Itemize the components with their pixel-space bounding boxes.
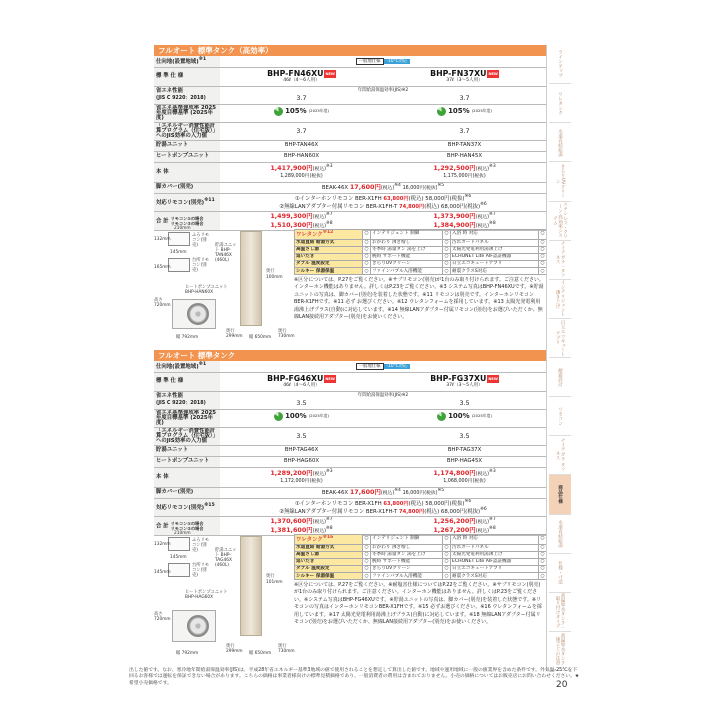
efficiency-icon (274, 107, 283, 116)
spec-table (154, 56, 546, 231)
feature-mark: ○ (540, 239, 545, 245)
feature-mark: ○ (540, 551, 545, 557)
feature-mark: ○ (444, 268, 449, 274)
sidebar-tab[interactable]: インテリジェント 沸き上げ (549, 280, 571, 319)
feature-mark: ○ (540, 261, 545, 267)
feature-label: 太陽光発電利用湯沸上げ (451, 551, 539, 558)
row-standard: 省エネ基準達成率 2025年度目標基準 (2025年度) 100% (2025年度) 100% (2025年度) (154, 409, 546, 427)
remote-image (168, 537, 190, 551)
feature-label: 高温さし湯 (295, 246, 363, 253)
row-total: 合 計 リモコン①の場合 リモコン②の場合 1,370,600円(税込)$^{※7}$ 1,381,600円(税込)$^{※8}$ 1,256,200円(税込)$^{※7}$ 1,267,200円(税込)$^{※8}$ (154, 516, 546, 535)
row-eco: 省エネ性能 (JIS C 9220：2018) 年間給湯保温効率(JIS)※2 3.7 3.7 (154, 86, 546, 104)
feature-row (295, 544, 547, 551)
row-body-price: 本 体 1,289,200円(税込)$^{※3}$ 1,172,000円(税抜) 1,174,800円(税込)$^{※3}$ 1,068,000円(税抜) (154, 467, 546, 487)
feature-label: 耐震クラスS対応 (451, 573, 539, 580)
feature-mark: ○ (364, 559, 369, 565)
feature-label: 腕時 サポート機能 (371, 558, 443, 565)
feature-label: ファインバブル入浴機能 (371, 268, 443, 275)
badge-cold: -10℃対応 (384, 364, 411, 370)
model-b: BHP-FN37XU NEW (430, 68, 498, 78)
feature-label: きらりUVクリーン (371, 566, 443, 573)
remote-image (168, 232, 190, 246)
sidebar-tab[interactable]: 高温加水タンク・ 施工上の注意 (549, 632, 571, 671)
feature-label: 汚れガードパネル (451, 239, 539, 246)
feature-mark: ○ (540, 254, 545, 260)
row-leg-cover: 脚カバー(別売) BEAK-46X 17,600円(税込)$^{※4}$ 16,000円(税抜)$^{※5}$ (154, 182, 546, 193)
new-badge: NEW (325, 376, 335, 381)
feature-label: 日立エコキュートアプリ (451, 261, 539, 268)
tank-unit-image (240, 231, 262, 326)
efficiency-icon (274, 412, 283, 421)
sidebar-tab[interactable]: 仕様・寸法 (549, 554, 571, 593)
feature-mark: ○ (363, 230, 371, 240)
feature-mark: ○ (444, 239, 449, 245)
row-tank: 貯湯ユニット BHP-TAN46X BHP-TAN37X (154, 140, 546, 151)
feature-label: インテリジェント 制御 (371, 230, 443, 240)
row-leg-cover: 脚カバー(別売) BEAK-46X 17,600円(税込)$^{※4}$ 16,000円(税抜)$^{※5}$ (154, 487, 546, 498)
feature-mark: ○ (443, 230, 451, 240)
feature-label: 太陽光発電利用湯沸上げ (451, 246, 539, 253)
row-model: 標 準 仕 様 BHP-FN46XU NEW 46ℓ（4～6人用） BHP-FN37XU NEW 37ℓ（3～5人用） (154, 67, 546, 86)
feature-mark: ○ (444, 254, 449, 260)
feature-mark: ○ (364, 268, 369, 274)
feature-row (295, 261, 547, 268)
feature-mark: ○ (364, 246, 369, 252)
feature-label: 冬季時 湯量タン 湯を上げ (371, 551, 443, 558)
feature-label: 水道直結 給湯方式 (295, 544, 363, 551)
section-standard (154, 350, 546, 656)
feature-mark: ○ (540, 566, 545, 572)
feature-label: ECHONET Lite AIF認証機器 (451, 558, 539, 565)
new-badge: NEW (488, 376, 498, 381)
feature-row (295, 246, 547, 253)
feature-mark: ○ (444, 566, 449, 572)
feature-row (295, 253, 547, 260)
feature-label: 入浴 時 対応 (451, 535, 539, 545)
index-sidebar (546, 45, 572, 671)
efficiency-icon (437, 412, 446, 421)
feature-label: 冬季時 湯量タン 湯を上げ (371, 246, 443, 253)
feature-label: ワレタンク$^{※16}$ (295, 535, 363, 545)
feature-label: おかわり 沸き増し (371, 239, 443, 246)
feature-label: 水道直結 給湯方式 (295, 239, 363, 246)
row-remote: 対応リモコン(別売)$^{※15}$ ①インターホンリモコン BER-X1FH 63,800円(税込) 58,000円(税抜)$^{※6}$ ②無線LANアダプター付属リモコン BER-X1FH-T 74,800円(税込) 68,000円(税抜)$^{※6}$ (154, 498, 546, 516)
row-area: 仕向地(設置地域)$^{※1}$ 一般地仕様 -10℃対応 (154, 56, 546, 67)
sidebar-tab[interactable]: ナイアガラ タフネス (549, 436, 571, 475)
row-standard: 省エネ基準達成率 2025年度目標基準 (2025年度) 105% (2025年度) 105% (2025年度) (154, 104, 546, 122)
spec-table (154, 361, 546, 536)
feature-row (295, 239, 547, 246)
row-heatpump: ヒートポンプユニット BHP-HAG60X BHP-HAG45X (154, 456, 546, 467)
feature-mark: ○ (444, 246, 449, 252)
tank-unit-image (240, 536, 262, 636)
feature-row (295, 230, 547, 240)
feature-mark: ○ (444, 261, 449, 267)
fan-icon (187, 303, 209, 325)
feature-label: 耐震クラスS対応 (451, 268, 539, 275)
feature-row (295, 558, 547, 565)
sidebar-tab[interactable]: ラインアップ (549, 45, 571, 84)
row-heatpump: ヒートポンプユニット BHP-HAN60X BHP-HAN45X (154, 151, 546, 162)
feature-mark: ○ (444, 551, 449, 557)
feature-mark: ○ (539, 535, 547, 545)
row-area: 仕向地(設置地域)$^{※1}$ 一般地仕様 -10℃対応 (154, 361, 546, 372)
feature-mark: ○ (364, 573, 369, 579)
feature-label: ダブル 温度設定 (295, 261, 363, 268)
badge-cold: -10℃対応 (384, 59, 411, 65)
feature-row (295, 566, 547, 573)
feature-mark: ○ (540, 544, 545, 550)
feature-mark: ○ (364, 254, 369, 260)
feature-label: 入浴 時 対応 (451, 230, 539, 240)
feature-mark: ○ (444, 573, 449, 579)
section-title: フルオート 標準タンク（高効率） (154, 45, 546, 56)
feature-grid (294, 534, 546, 580)
sidebar-tab[interactable]: 高温加水タンク・ 取り付けタイプ (549, 593, 571, 632)
feature-row (295, 268, 547, 275)
feature-label: 腕時 サポート機能 (371, 253, 443, 260)
section-high-efficiency (154, 45, 546, 340)
feature-mark: ○ (444, 559, 449, 565)
feature-mark: ○ (364, 261, 369, 267)
section-notes: ※区分については、P.27をご覧ください。※サブリモコン(別売)が1台のみ取り付けられます。ご注意ください。インターホン機能はありません。詳しくはP.23をご覧ください。※3 システム写真はBHP-FN46XUです。※貯湯ユニットの写真は、脚カバー(別売)を装着した状態です。※11 リモコンは別売です。インターホンリモコンBER-X1FHです。※11 必ず お選びください。※12 ウレタンフォームを採用しています。※13 太陽光発電利用湯沸上げプラス(自動)に対応しています。※14 無線LANアダプター付属リモコン(別売)をお選びいただくか、無線LAN接続用アダプター(別売)をお使いください。 (294, 277, 544, 321)
new-badge: NEW (325, 71, 335, 76)
feature-label: シルキー 保湯保温 (295, 268, 363, 275)
feature-mark: ○ (539, 230, 547, 240)
row-jis: 「エネルギー消費性能計算プログラム（住宅版）」へのJIS効率の入力値 3.7 3.7 (154, 122, 546, 140)
sidebar-tab[interactable]: ワレタンク (549, 84, 571, 123)
badge-standard: 一般地仕様 (356, 363, 384, 371)
row-eco: 省エネ性能 (JIS C 9220：2018) 年間給湯保温効率(JIS)※2 3.5 3.5 (154, 391, 546, 409)
efficiency-icon (437, 107, 446, 116)
feature-mark: ○ (364, 544, 369, 550)
sidebar-tab[interactable]: ステンレス・クリーン 高効率システム (549, 202, 571, 241)
page-number: 20 (556, 680, 568, 690)
badge-standard: 一般地仕様 (356, 58, 384, 66)
sidebar-tab[interactable]: 日立エコキュート アプリ (549, 319, 571, 358)
sidebar-tab[interactable]: 商品仕様 (549, 475, 571, 514)
row-model: 標 準 仕 様 BHP-FG46XU NEW 46ℓ（4～6人用） BHP-FG37XU NEW 37ℓ（3～5人用） (154, 372, 546, 391)
feature-label: ファインバブル入浴機能 (371, 573, 443, 580)
sidebar-tab[interactable]: 水道直結給湯 (549, 515, 571, 554)
feature-row (295, 551, 547, 558)
feature-label: おかわり 沸き増し (371, 544, 443, 551)
model-b: BHP-FG37XU NEW (430, 373, 498, 383)
feature-label: きらりUVクリーン (371, 261, 443, 268)
feature-label: ワレタンク$^{※12}$ (295, 230, 363, 240)
feature-mark: ○ (443, 535, 451, 545)
row-jis: 「エネルギー消費性能計算プログラム（住宅版）」へのJIS効率の入力値 3.5 3.5 (154, 427, 546, 445)
row-total: 合 計 リモコン①の場合 リモコン②の場合 1,499,300円(税込)$^{※7}$ 1,510,300円(税込)$^{※8}$ 1,373,900円(税込)$^{※7}$ 1,384,900円(税込)$^{※8}$ (154, 211, 546, 230)
feature-row (295, 535, 547, 545)
fan-icon (187, 615, 209, 637)
sidebar-tab[interactable]: きらりUVクリーン (549, 162, 571, 201)
feature-mark: ○ (540, 246, 545, 252)
area-label: 仕向地(設置地域) (156, 58, 199, 65)
row-body-price: 本 体 1,417,900円(税込)$^{※3}$ 1,289,000円(税抜) 1,292,500円(税込)$^{※3}$ 1,175,000円(税抜) (154, 162, 546, 182)
footnote: 出した値です。なお、寒冷地年間給湯保温効率(JIS)は、平成28年省エネルギー基準3地域の値で使用されることを想定して算出した値です。地域や運用地域に一般の値業界を含めた条件です。外気温-25℃を下回るお客様では運転を保証できない場合があります。こちらの価格は事業者様向けの標準見積価格であり、一般消費者の費用は含まれておりません。小売の価格についてはお販売店にお問い合わせください。★希望小売価格です。 (129, 668, 580, 686)
feature-mark: ○ (540, 268, 545, 274)
feature-label: ダブル 温度設定 (295, 566, 363, 573)
feature-label: 高温さし湯 (295, 551, 363, 558)
feature-label: シルキー 保湯保温 (295, 573, 363, 580)
feature-row (295, 573, 547, 580)
section-notes: ※区分については、P.27をご覧ください。※耐塩害仕様についてはP.22をご覧ください。※サブリモコン(別売)が1台のみ取り付けられます。ご注意ください。インターホン機能はありません。詳しくはP.23をご覧ください。※システム写真はBHP-FG46XUです。※貯湯ユニットの写真は、脚カバー(別売)を装着した状態です。※リモコンの写真はインターホンリモコンBER-X1FHです。※15 必ずお選びください。※16 ウレタンフォームを採用しています。※17 太陽光発電利用湯沸上げプラス(自動)に対応しています。※18 無線LANアダプター付属リモコン(別売)をお選びいただくか、無線LAN接続用アダプター(別売)をお使いください。 (294, 582, 542, 626)
feature-mark: ○ (364, 566, 369, 572)
feature-mark: ○ (540, 573, 545, 579)
feature-label: 汚れガードパネル (451, 544, 539, 551)
sidebar-tab[interactable]: ナイアガラ・タフネス (549, 241, 571, 280)
feature-mark: ○ (363, 535, 371, 545)
model-a: BHP-FG46XU NEW (267, 373, 335, 383)
row-tank: 貯湯ユニット BHP-TAG46X BHP-TAG37X (154, 445, 546, 456)
new-badge: NEW (488, 71, 498, 76)
feature-mark: ○ (364, 239, 369, 245)
section-title: フルオート 標準タンク (154, 350, 546, 361)
feature-mark: ○ (540, 559, 545, 565)
sidebar-tab[interactable]: 水道直結給湯 (549, 123, 571, 162)
feature-grid (294, 229, 546, 275)
feature-label: 追いだき (295, 558, 363, 565)
feature-label: インテリジェント 制御 (371, 535, 443, 545)
feature-mark: ○ (444, 544, 449, 550)
product-figure: 210mm 132mm 145mm 165mm ふろリモコン(別売) 台所リモコン(別売) 貯湯ユニット BHP-TAN46X (460L) 奥行 100mm ヒートポンプユニット BHP-HAN60X 高さ 720mm 幅 792mm 奥行 299mm 幅 650mm 奥行 730mm (154, 226, 295, 340)
remote-image (168, 563, 190, 577)
product-figure: 210mm 132mm 145mm 145mm ふろリモコン(別売) 台所リモコン(別売) 貯湯ユニット BHP-TAG46X (460L) 奥行 101mm ヒートポンプユニット BHP-HAG60X 高さ 720mm 幅 792mm 奥行 299mm 幅 650mm 奥行 730mm (154, 531, 295, 656)
feature-label: 日立エコキュートアプリ (451, 566, 539, 573)
row-remote: 対応リモコン(別売)$^{※11}$ ①インターホンリモコン BER-X1FH 63,800円(税込) 58,000円(税抜)$^{※6}$ ②無線LANアダプター付属リモコン BER-X1FH-T 74,800円(税込) 68,000円(税抜)$^{※6}$ (154, 193, 546, 211)
sidebar-tab[interactable]: 耐震設計 (549, 358, 571, 397)
model-a: BHP-FN46XU NEW (267, 68, 335, 78)
feature-mark: ○ (364, 551, 369, 557)
feature-label: ECHONET Lite AIF認証機器 (451, 253, 539, 260)
sidebar-tab[interactable]: リモコン (549, 397, 571, 436)
remote-image (168, 258, 190, 272)
feature-label: 追いだき (295, 253, 363, 260)
